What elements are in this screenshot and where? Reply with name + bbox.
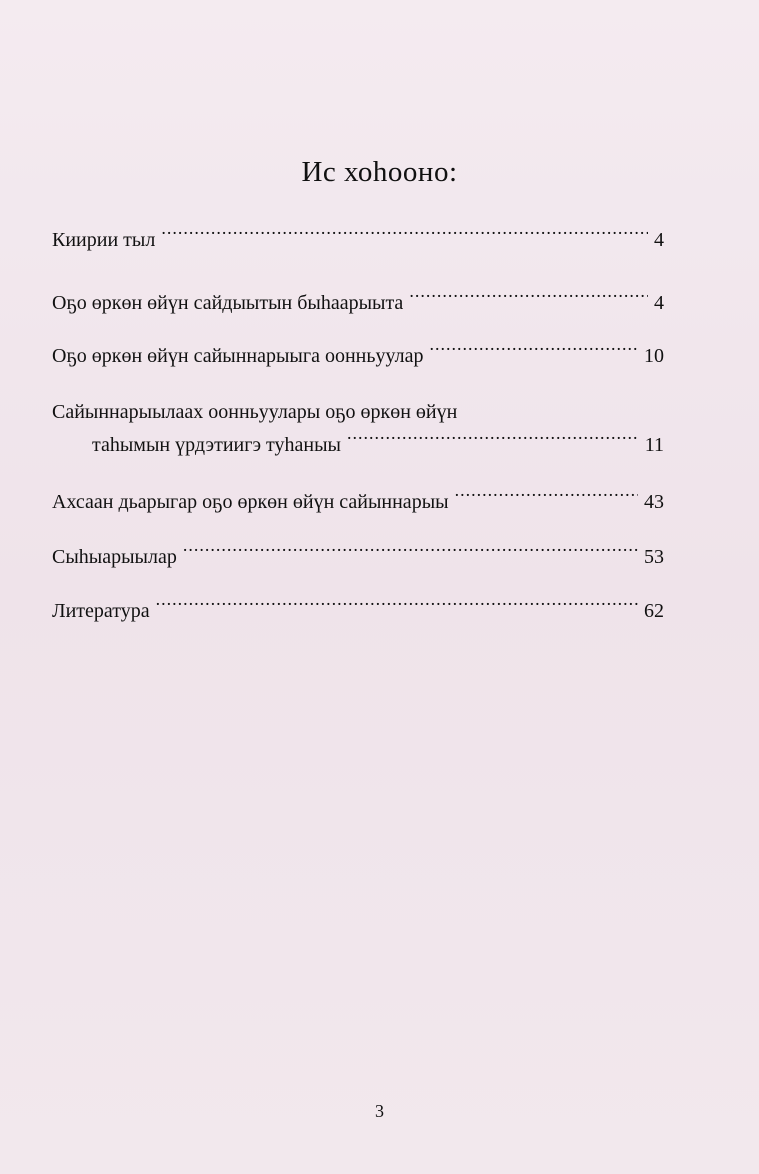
toc-entry-title-line2: таһымын үрдэтиигэ туһаныы <box>92 434 341 456</box>
toc-entry-page: 4 <box>654 292 664 314</box>
page-number: 3 <box>375 1101 384 1121</box>
toc-entry-title-line1: Сайыннарыылаах оонньуулары оҕо өркөн өйүн <box>52 401 458 423</box>
toc-entry-page: 53 <box>644 546 664 568</box>
toc-entry-page: 43 <box>644 491 664 513</box>
toc-entry-appendices <box>52 537 664 570</box>
toc-entry-title: Литература <box>52 600 150 622</box>
toc-entry-literature <box>52 591 664 624</box>
toc-entry-definition <box>52 283 664 316</box>
toc-entry-games <box>52 336 664 369</box>
contents-heading: Ис хоhооно: <box>301 156 458 188</box>
toc-entry-developmental-games <box>52 399 664 458</box>
toc-leader-dots <box>347 425 639 451</box>
toc-entry-title: Киирии тыл <box>52 229 156 251</box>
toc-leader-dots <box>455 482 638 508</box>
toc-leader-dots <box>429 336 638 362</box>
toc-entry-introduction <box>52 220 664 253</box>
toc-entry-title: Сыһыарыылар <box>52 546 177 568</box>
toc-leader-dots <box>161 220 648 246</box>
toc-entry-page: 4 <box>654 229 664 251</box>
toc-leader-dots <box>409 283 648 309</box>
toc-entry-page: 62 <box>644 600 664 622</box>
toc-entry-title: Ахсаан дьарыгар оҕо өркөн өйүн сайыннарыы <box>52 491 449 513</box>
toc-entry-math-lessons <box>52 482 664 515</box>
toc-entry-page: 10 <box>644 345 664 367</box>
toc-leader-dots <box>156 591 638 617</box>
toc-leader-dots <box>183 537 638 563</box>
toc-entry-title: Оҕо өркөн өйүн сайдыытын быһаарыыта <box>52 292 404 314</box>
toc-entry-page: 11 <box>644 434 664 456</box>
toc-entry-title: Оҕо өркөн өйүн сайыннарыыга оонньуулар <box>52 345 424 367</box>
